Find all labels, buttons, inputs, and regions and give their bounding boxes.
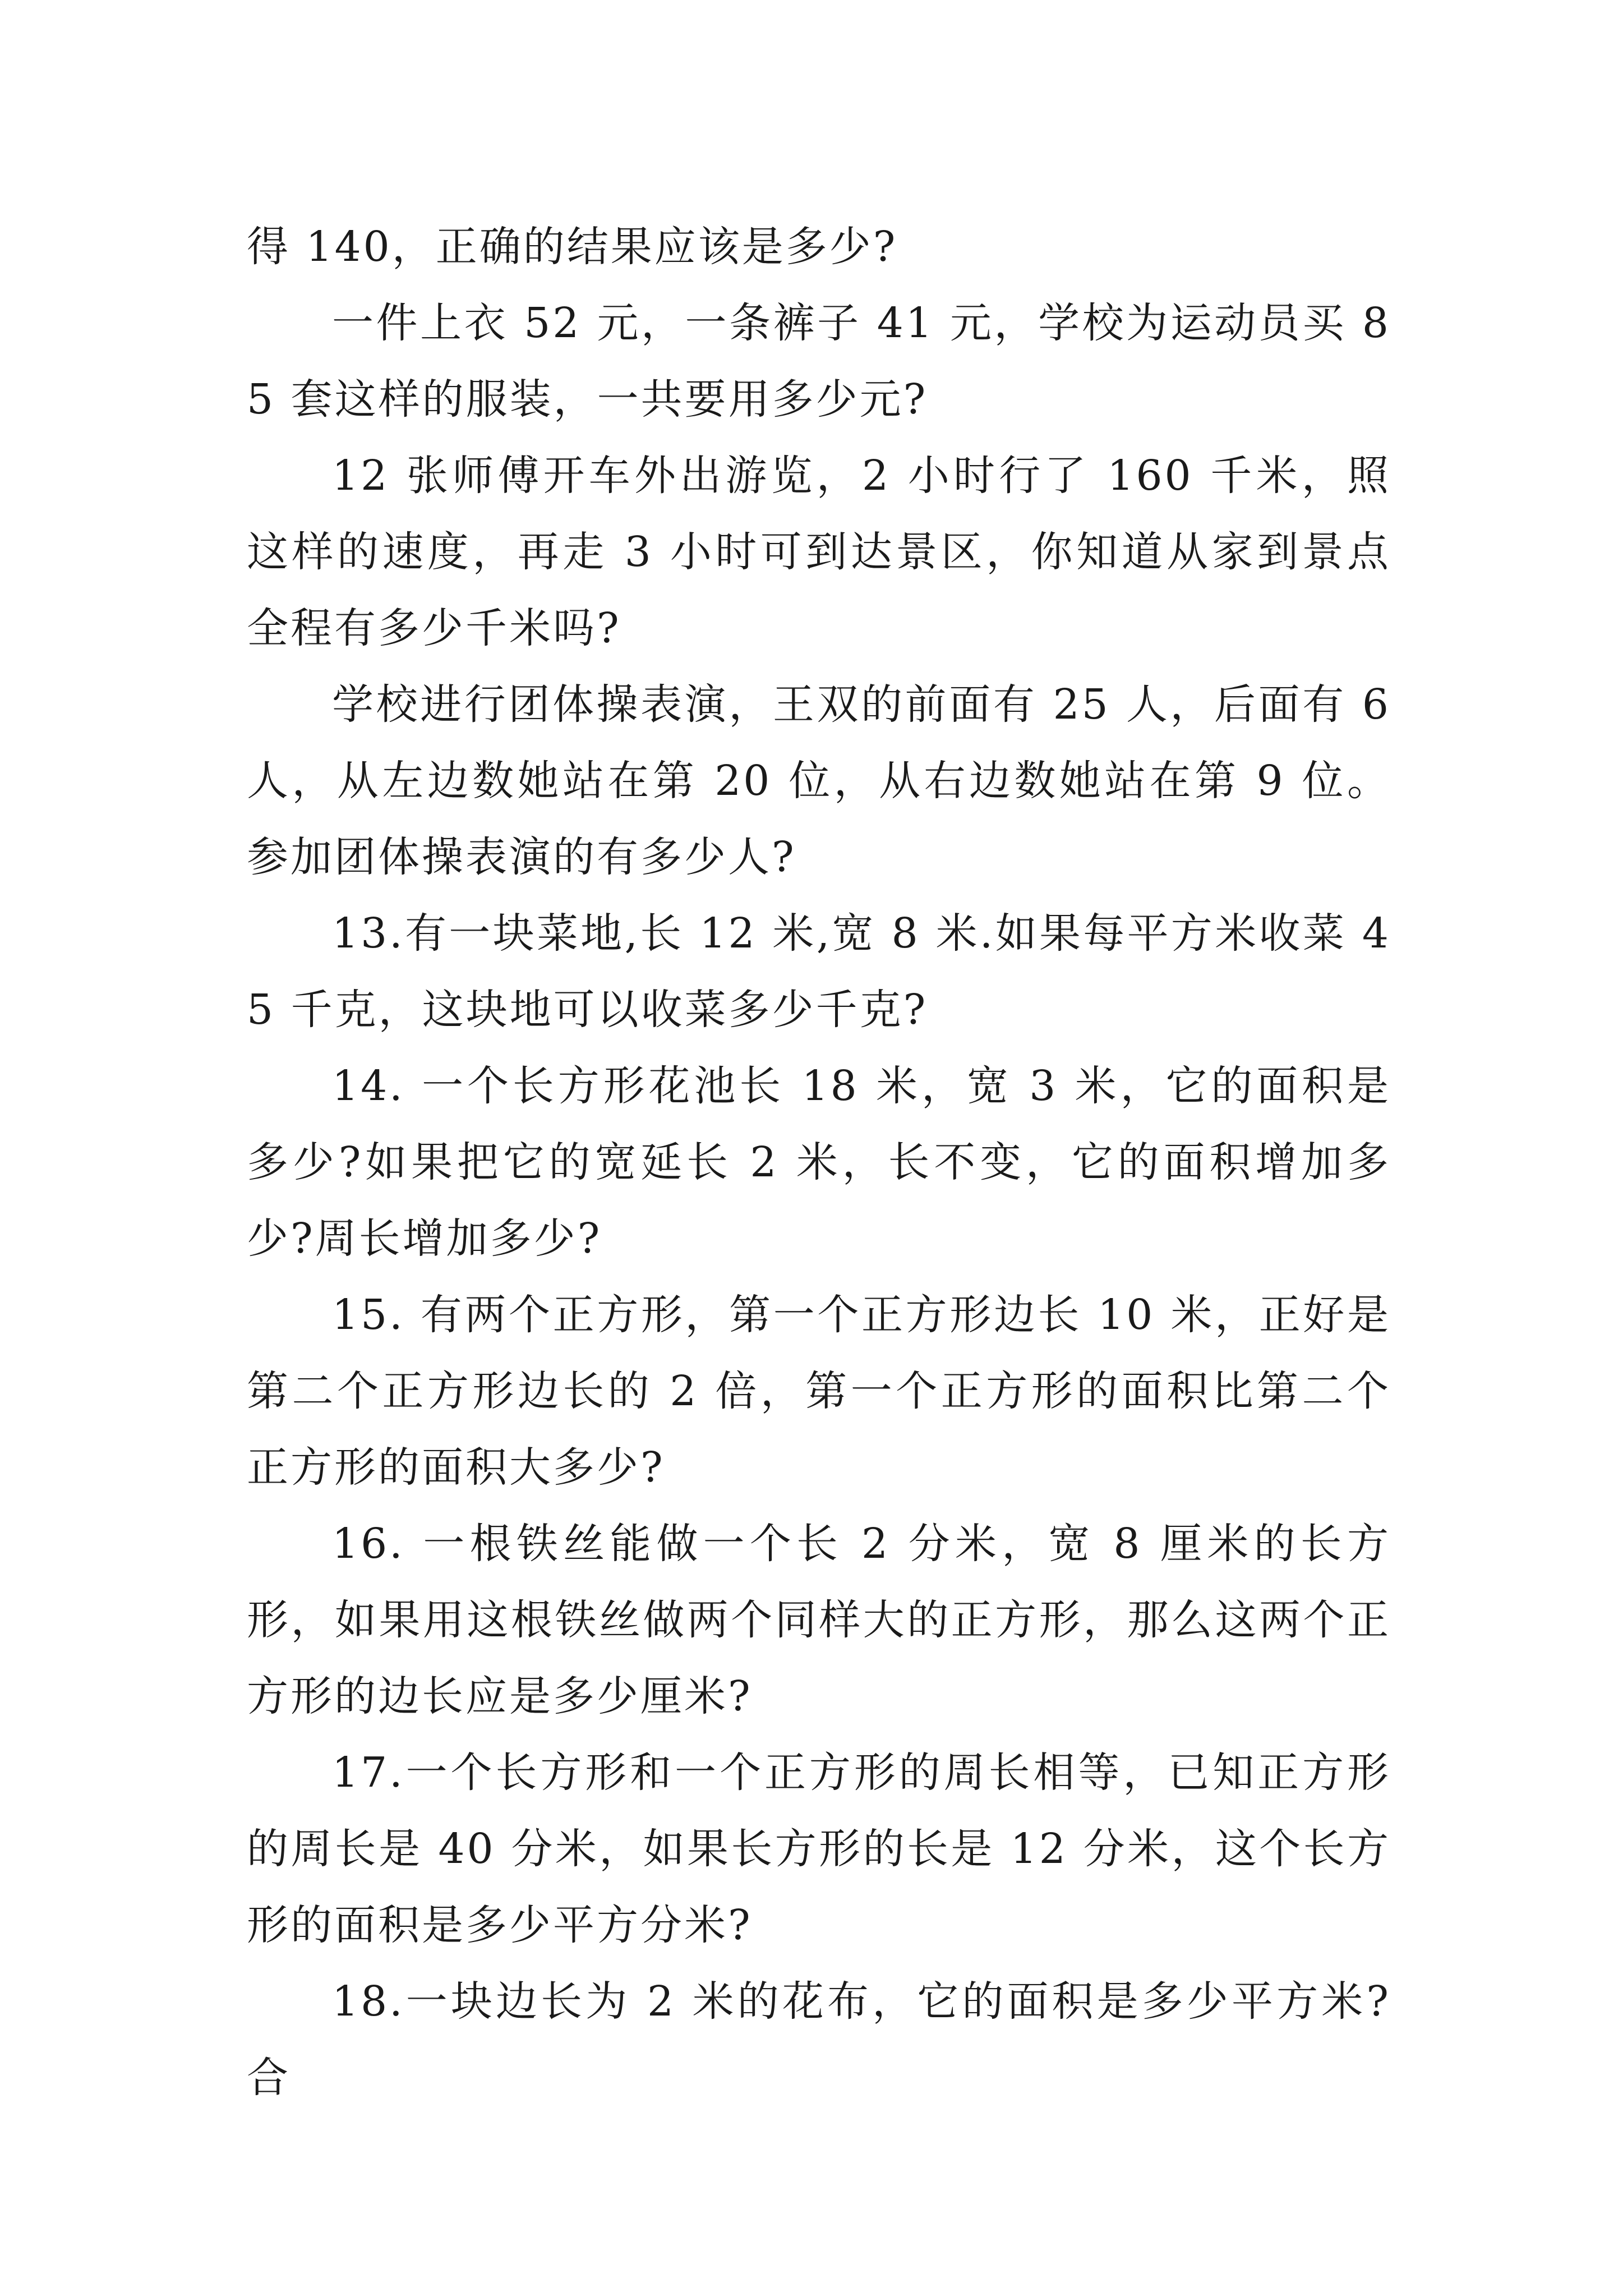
paragraph-clothing-problem: 一件上衣 52 元，一条裤子 41 元，学校为运动员买 85 套这样的服装，一共要用多少元? [247,299,1391,424]
paragraph-problem-14: 14. 一个长方形花池长 18 米，宽 3 米，它的面积是多少?如果把它的宽延长 2 米，长不变，它的面积增加多少?周长增加多少? [247,1062,1391,1263]
document-body [247,209,1391,2116]
paragraph-problem-13: 13.有一块菜地,长 12 米,宽 8 米.如果每平方米收菜 45 千克，这块地可以收菜多少千克? [247,909,1391,1034]
paragraph-continued-problem: 得 140，正确的结果应该是多少? [247,223,898,271]
paragraph-problem-18: 18.一块边长为 2 米的花布，它的面积是多少平方米?合 [247,1977,1391,2102]
paragraph-problem-15: 15. 有两个正方形，第一个正方形边长 10 米，正好是第二个正方形边长的 2 倍，第一个正方形的面积比第二个正方形的面积大多少? [247,1291,1391,1492]
paragraph-driving-problem: 12 张师傅开车外出游览，2 小时行了 160 千米，照这样的速度，再走 3 小时可到达景区，你知道从家到景点全程有多少千米吗? [247,452,1391,652]
paragraph-gymnastics-problem: 学校进行团体操表演，王双的前面有 25 人，后面有 6 人，从左边数她站在第 20 位，从右边数她站在第 9 位。参加团体操表演的有多少人? [247,680,1391,881]
paragraph-problem-16: 16. 一根铁丝能做一个长 2 分米，宽 8 厘米的长方形，如果用这根铁丝做两个同样大的正方形，那么这两个正方形的边长应是多少厘米? [247,1520,1391,1720]
paragraph-problem-17: 17.一个长方形和一个正方形的周长相等，已知正方形的周长是 40 分米，如果长方形的长是 12 分米，这个长方形的面积是多少平方分米? [247,1749,1391,1949]
